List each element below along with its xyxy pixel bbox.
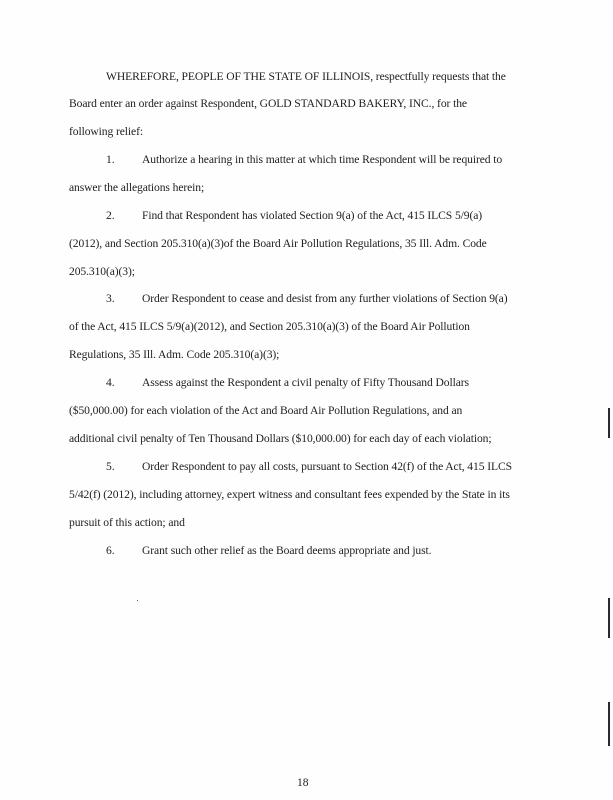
intro-line-2: Board enter an order against Respondent, GOLD STANDARD BAKERY, INC., for the bbox=[69, 97, 467, 110]
item-5-line-1: Order Respondent to pay all costs, pursuant to Section 42(f) of the Act, 415 ILCS bbox=[142, 460, 512, 473]
item-3-line-2: of the Act, 415 ILCS 5/9(a)(2012), and Section 205.310(a)(3) of the Board Air Pollution bbox=[69, 320, 470, 333]
intro-line-1: WHEREFORE, PEOPLE OF THE STATE OF ILLINOIS, respectfully requests that the bbox=[106, 70, 506, 83]
scan-edge-mark bbox=[608, 408, 610, 438]
item-4-number: 4. bbox=[106, 376, 115, 389]
item-4-line-2: ($50,000.00) for each violation of the Act and Board Air Pollution Regulations, and an bbox=[69, 404, 463, 417]
item-2-line-3: 205.310(a)(3); bbox=[69, 265, 135, 278]
item-1-line-2: answer the allegations herein; bbox=[69, 181, 205, 194]
scan-edge-mark bbox=[608, 598, 610, 638]
item-4-line-3: additional civil penalty of Ten Thousand Dollars ($10,000.00) for each day of each violation; bbox=[69, 432, 492, 445]
item-5-line-3: pursuit of this action; and bbox=[69, 516, 185, 529]
page-number: 18 bbox=[297, 776, 309, 789]
item-2-line-2: (2012), and Section 205.310(a)(3)of the Board Air Pollution Regulations, 35 Ill. Adm. Code bbox=[69, 237, 487, 250]
item-3-number: 3. bbox=[106, 292, 115, 305]
item-3-line-3: Regulations, 35 Ill. Adm. Code 205.310(a)(3); bbox=[69, 348, 280, 361]
item-4-line-1: Assess against the Respondent a civil penalty of Fifty Thousand Dollars bbox=[142, 376, 469, 389]
item-6-line-1: Grant such other relief as the Board deems appropriate and just. bbox=[142, 544, 432, 557]
item-5-number: 5. bbox=[106, 460, 115, 473]
item-2-line-1: Find that Respondent has violated Section 9(a) of the Act, 415 ILCS 5/9(a) bbox=[142, 209, 483, 222]
item-2-number: 2. bbox=[106, 209, 115, 222]
scan-edge-mark bbox=[608, 702, 610, 746]
item-3-line-1: Order Respondent to cease and desist from any further violations of Section 9(a) bbox=[142, 292, 508, 305]
scan-dot bbox=[137, 600, 138, 601]
item-6-number: 6. bbox=[106, 544, 115, 557]
intro-line-3: following relief: bbox=[69, 125, 143, 138]
item-1-line-1: Authorize a hearing in this matter at which time Respondent will be required to bbox=[142, 153, 503, 166]
item-1-number: 1. bbox=[106, 153, 115, 166]
item-5-line-2: 5/42(f) (2012), including attorney, expert witness and consultant fees expended by the State in its bbox=[69, 488, 510, 501]
